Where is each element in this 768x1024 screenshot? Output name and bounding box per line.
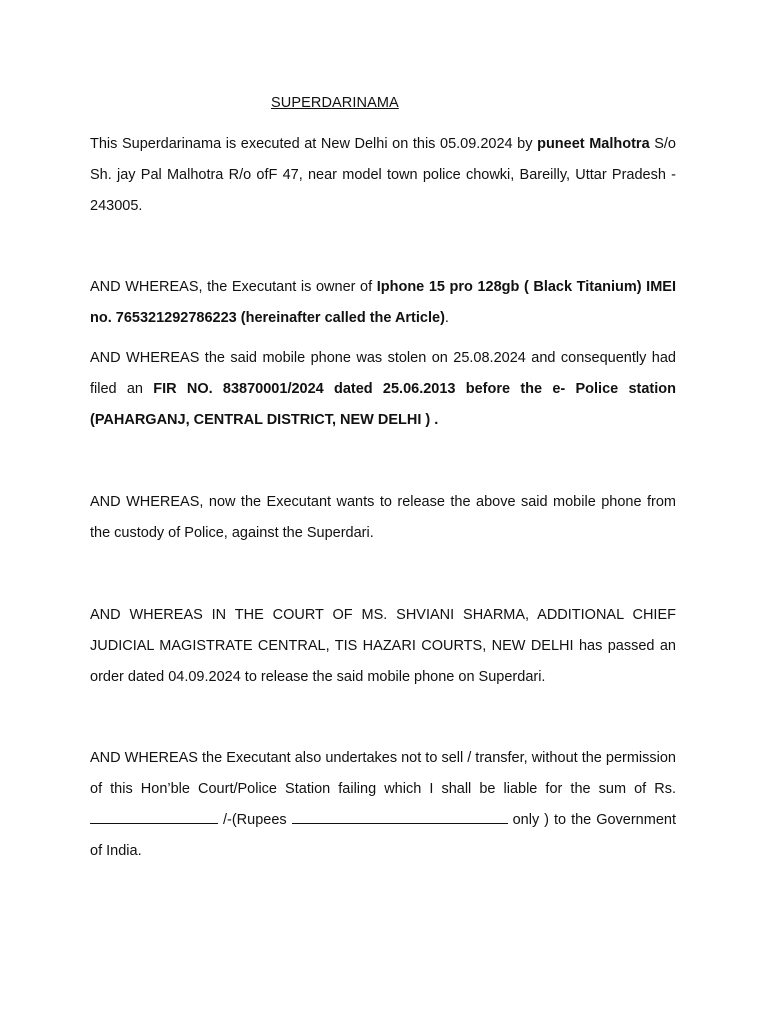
article-description: Iphone 15 pro 128gb ( Black Titanium) IMEI no. 765321292786223 (hereinafter called the Article): [90, 279, 676, 326]
paragraph-undertaking-text: AND WHEREAS the Executant also undertakes not to sell / transfer, without the permission of this Hon’ble Court/Police Station failing which I shall be liable for the sum of Rs.: [90, 750, 676, 797]
executant-address: S/o Sh. jay Pal Malhotra R/o ofF 47, near model town police chowki, Bareilly, Uttar Pradesh - 243005.: [90, 136, 676, 214]
paragraph-ownership-text: AND WHEREAS, the Executant is owner of: [90, 279, 377, 295]
amount-words-blank: [292, 809, 508, 824]
paragraph-undertaking-end: only ) to the Government of India.: [90, 812, 676, 859]
amount-figures-blank: [90, 809, 218, 824]
paragraph-ownership-end: .: [444, 310, 449, 326]
paragraph-court-order: AND WHEREAS IN THE COURT OF MS. SHVIANI SHARMA, ADDITIONAL CHIEF JUDICIAL MAGISTRATE CENTRAL, TIS HAZARI COURTS, NEW DELHI has passed an order dated 04.09.2024 to release the said mobile phone on Superdari.: [90, 607, 676, 685]
paragraph-undertaking-rupees: /-(Rupees: [218, 812, 292, 828]
executant-name: puneet Malhotra: [537, 136, 650, 152]
paragraph-theft: [90, 343, 676, 436]
paragraph-executor-text: This Superdarinama is executed at New Delhi on this 05.09.2024 by: [90, 136, 538, 152]
paragraph-ownership: [90, 272, 676, 334]
document-title: SUPERDARINAMA: [271, 95, 399, 111]
paragraph-theft-text: AND WHEREAS the said mobile phone was stolen on 25.08.2024 and consequently had filed an: [90, 350, 676, 397]
paragraph-executor: [90, 129, 676, 222]
fir-details: FIR NO. 83870001/2024 dated 25.06.2013 before the e- Police station (PAHARGANJ, CENTRAL DISTRICT, NEW DELHI ) .: [90, 381, 676, 428]
paragraph-release-request: AND WHEREAS, now the Executant wants to release the above said mobile phone from the custody of Police, against the Superdari.: [90, 494, 676, 541]
paragraph-undertaking: [90, 743, 676, 867]
